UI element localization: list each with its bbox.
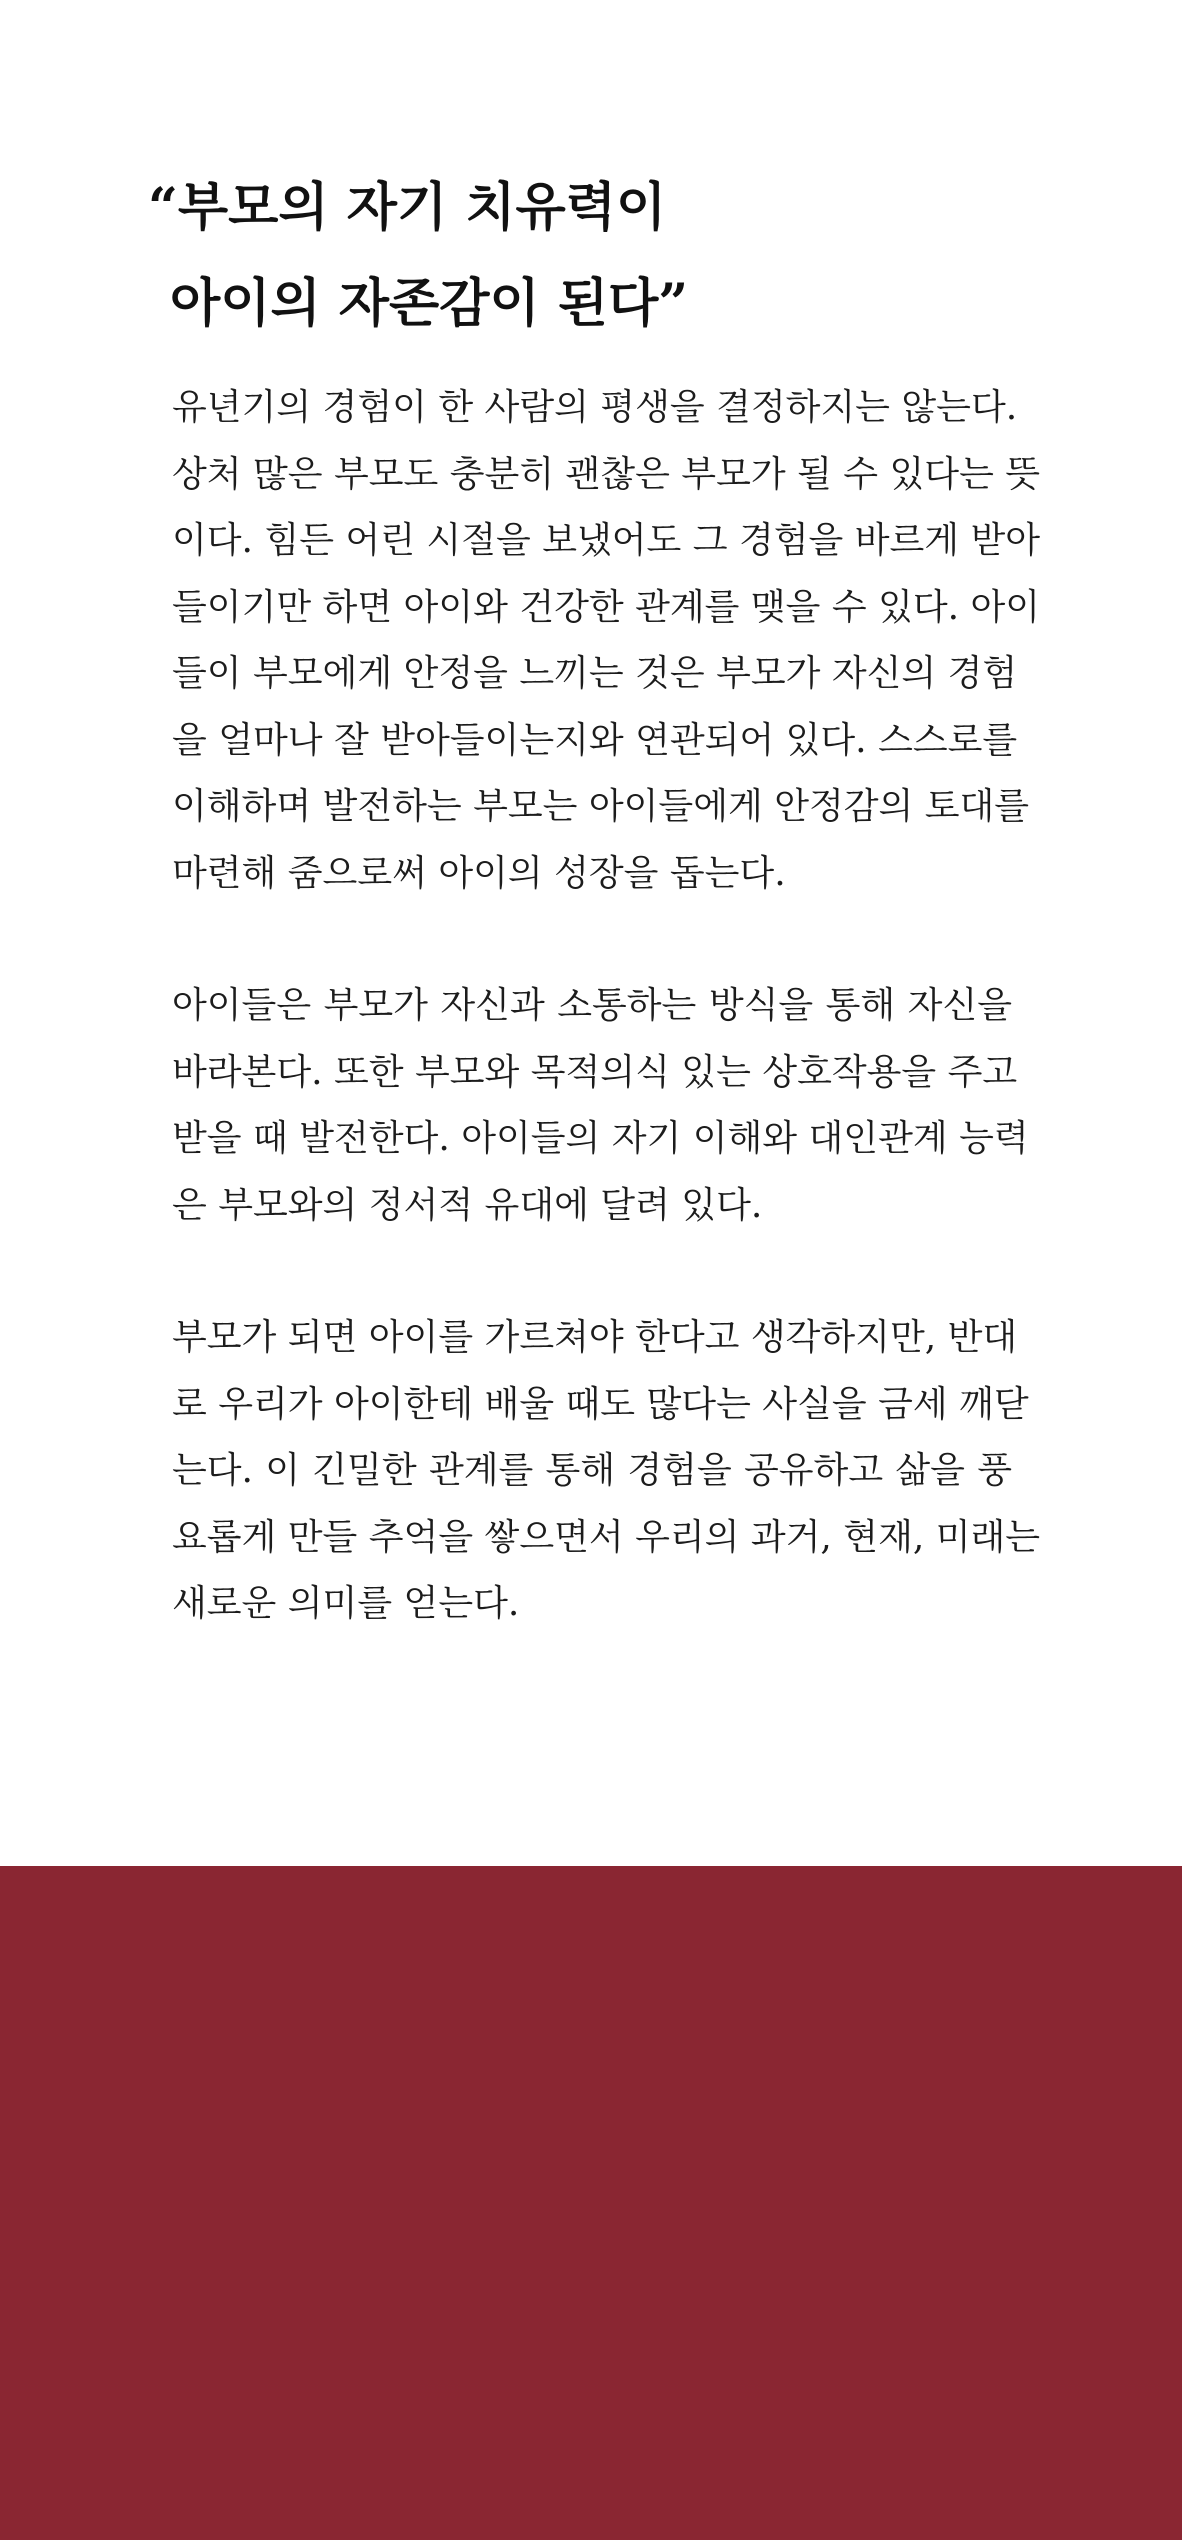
paragraph-line: 이다. 힘든 어린 시절을 보냈어도 그 경험을 바르게 받아 (172, 520, 1041, 561)
paragraph-line: 바라본다. 또한 부모와 목적의식 있는 상호작용을 주고 (172, 1051, 1018, 1093)
paragraph-line: 상처 많은 부모도 충분히 괜찮은 부모가 될 수 있다는 뜻 (172, 453, 1041, 495)
paragraph-line: 받을 때 발전한다. 아이들의 자기 이해와 대인관계 능력 (172, 1118, 1029, 1159)
paragraph-line: 들이 부모에게 안정을 느끼는 것은 부모가 자신의 경험 (172, 653, 1018, 694)
page-title (148, 160, 1048, 352)
title-line-2: 아이의 자존감이 된다” (170, 273, 689, 335)
body-text (172, 375, 1041, 1704)
paragraph-line: 들이기만 하면 아이와 건강한 관계를 맺을 수 있다. 아이 (172, 586, 1041, 628)
paragraph-line: 부모가 되면 아이를 가르쳐야 한다고 생각하지만, 반대 (172, 1317, 1018, 1358)
title-line-1: “부모의 자기 치유력이 (148, 177, 667, 238)
paragraph-line: 요롭게 만들 추억을 쌓으면서 우리의 과거, 현재, 미래는 (172, 1516, 1041, 1558)
paragraph-2 (172, 973, 1029, 1239)
footer-color-band (0, 1866, 1182, 2540)
paragraph-line: 을 얼마나 잘 받아들이는지와 연관되어 있다. 스스로를 (172, 719, 1018, 761)
paragraph-3 (172, 1305, 1041, 1638)
paragraph-line: 아이들은 부모가 자신과 소통하는 방식을 통해 자신을 (172, 985, 1012, 1026)
paragraph-1 (172, 375, 1041, 907)
paragraph-line: 이해하며 발전하는 부모는 아이들에게 안정감의 토대를 (172, 786, 1030, 827)
paragraph-line: 새로운 의미를 얻는다. (172, 1583, 520, 1624)
paragraph-line: 마련해 줌으로써 아이의 성장을 돕는다. (172, 852, 786, 894)
paragraph-line: 는다. 이 긴밀한 관계를 통해 경험을 공유하고 삶을 풍 (172, 1450, 1012, 1491)
paragraph-line: 유년기의 경험이 한 사람의 평생을 결정하지는 않는다. (172, 387, 1018, 428)
paragraph-line: 은 부모와의 정서적 유대에 달려 있다. (172, 1184, 763, 1226)
paragraph-line: 로 우리가 아이한테 배울 때도 많다는 사실을 금세 깨닫 (172, 1383, 1029, 1425)
